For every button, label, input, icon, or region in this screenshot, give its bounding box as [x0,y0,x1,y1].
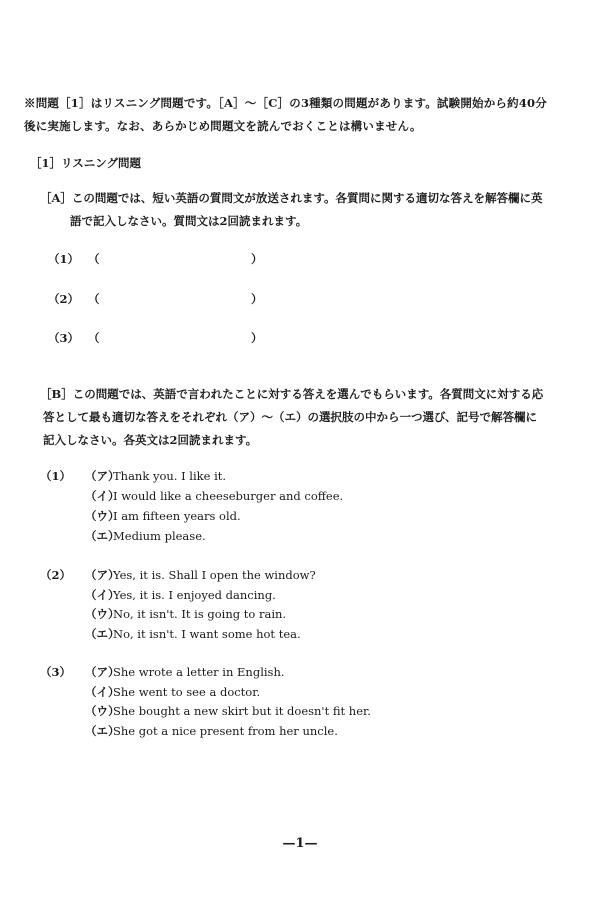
page-number: —1— [282,836,318,851]
option-row [85,587,276,603]
option-row [40,567,316,583]
intro-line-2: 後に実施します。なお、あらかじめ問題文を読んでおくことは構いません。 [24,119,422,133]
option-label: （ウ） [85,509,120,523]
answer-blank-1 [48,251,263,267]
option-text: She got a nice present from her uncle. [113,724,338,738]
option-text: Yes, it is. I enjoyed dancing. [113,588,276,602]
option-label: （イ） [85,489,120,503]
option-row [40,664,285,680]
option-text: She went to see a doctor. [113,685,261,699]
blank-open-paren: （ [88,331,100,345]
blank-close-paren: ） [251,292,263,306]
option-label: （エ） [85,724,120,738]
option-text: I am fifteen years old. [113,509,241,523]
option-label: （ア） [85,665,120,679]
option-label: （エ） [85,627,120,641]
blank-number: （3） [48,331,80,345]
answer-blank-2 [48,291,263,307]
option-label: （イ） [85,588,120,602]
question-number: （3） [40,665,72,679]
option-text: Medium please. [113,529,206,543]
blank-open-paren: （ [88,252,100,266]
part-b-instruction-3: 記入しなさい。各英文は2回読まれます。 [43,433,258,447]
option-row [85,528,206,544]
intro-line-1: ※問題［1］はリスニング問題です。［A］～［C］の3種類の問題があります。試験開始から約40分 [24,96,547,110]
section-title: ［1］リスニング問題 [30,156,142,170]
option-row [85,626,301,642]
option-label: （エ） [85,529,120,543]
option-label: （ウ） [85,607,120,621]
option-text: No, it isn't. It is going to rain. [113,607,287,621]
option-label: （ウ） [85,704,120,718]
blank-close-paren: ） [251,252,263,266]
option-text: Thank you. I like it. [113,469,227,483]
answer-blank-3 [48,330,263,346]
option-row [85,508,241,524]
blank-number: （1） [48,252,80,266]
option-row [85,488,343,504]
blank-number: （2） [48,292,80,306]
option-text: No, it isn't. I want some hot tea. [113,627,301,641]
option-text: I would like a cheeseburger and coffee. [113,489,344,503]
option-label: （ア） [85,469,120,483]
part-a-instruction-1: ［A］この問題では、短い英語の質問文が放送されます。各質問に関する適切な答えを解答欄に英 [40,191,543,205]
part-b-instruction-1: ［B］この問題では、英語で言われたことに対する答えを選んでもらいます。各質問文に対する応 [40,387,544,401]
blank-close-paren: ） [251,331,263,345]
option-row [85,606,286,622]
option-row [85,703,371,719]
question-number: （2） [40,568,72,582]
option-row [40,468,227,484]
option-text: Yes, it is. Shall I open the window? [113,568,316,582]
option-row [85,723,338,739]
part-b-instruction-2: 答として最も適切な答えをそれぞれ（ア）～（エ）の選択肢の中から一つ選び、記号で解答欄に [43,410,538,424]
option-label: （イ） [85,685,120,699]
part-a-instruction-2: 語で記入しなさい。質問文は2回読まれます。 [70,214,308,228]
question-number: （1） [40,469,72,483]
option-text: She bought a new skirt but it doesn't fit her. [113,704,371,718]
option-row [85,684,260,700]
option-label: （ア） [85,568,120,582]
blank-open-paren: （ [88,292,100,306]
option-text: She wrote a letter in English. [113,665,285,679]
